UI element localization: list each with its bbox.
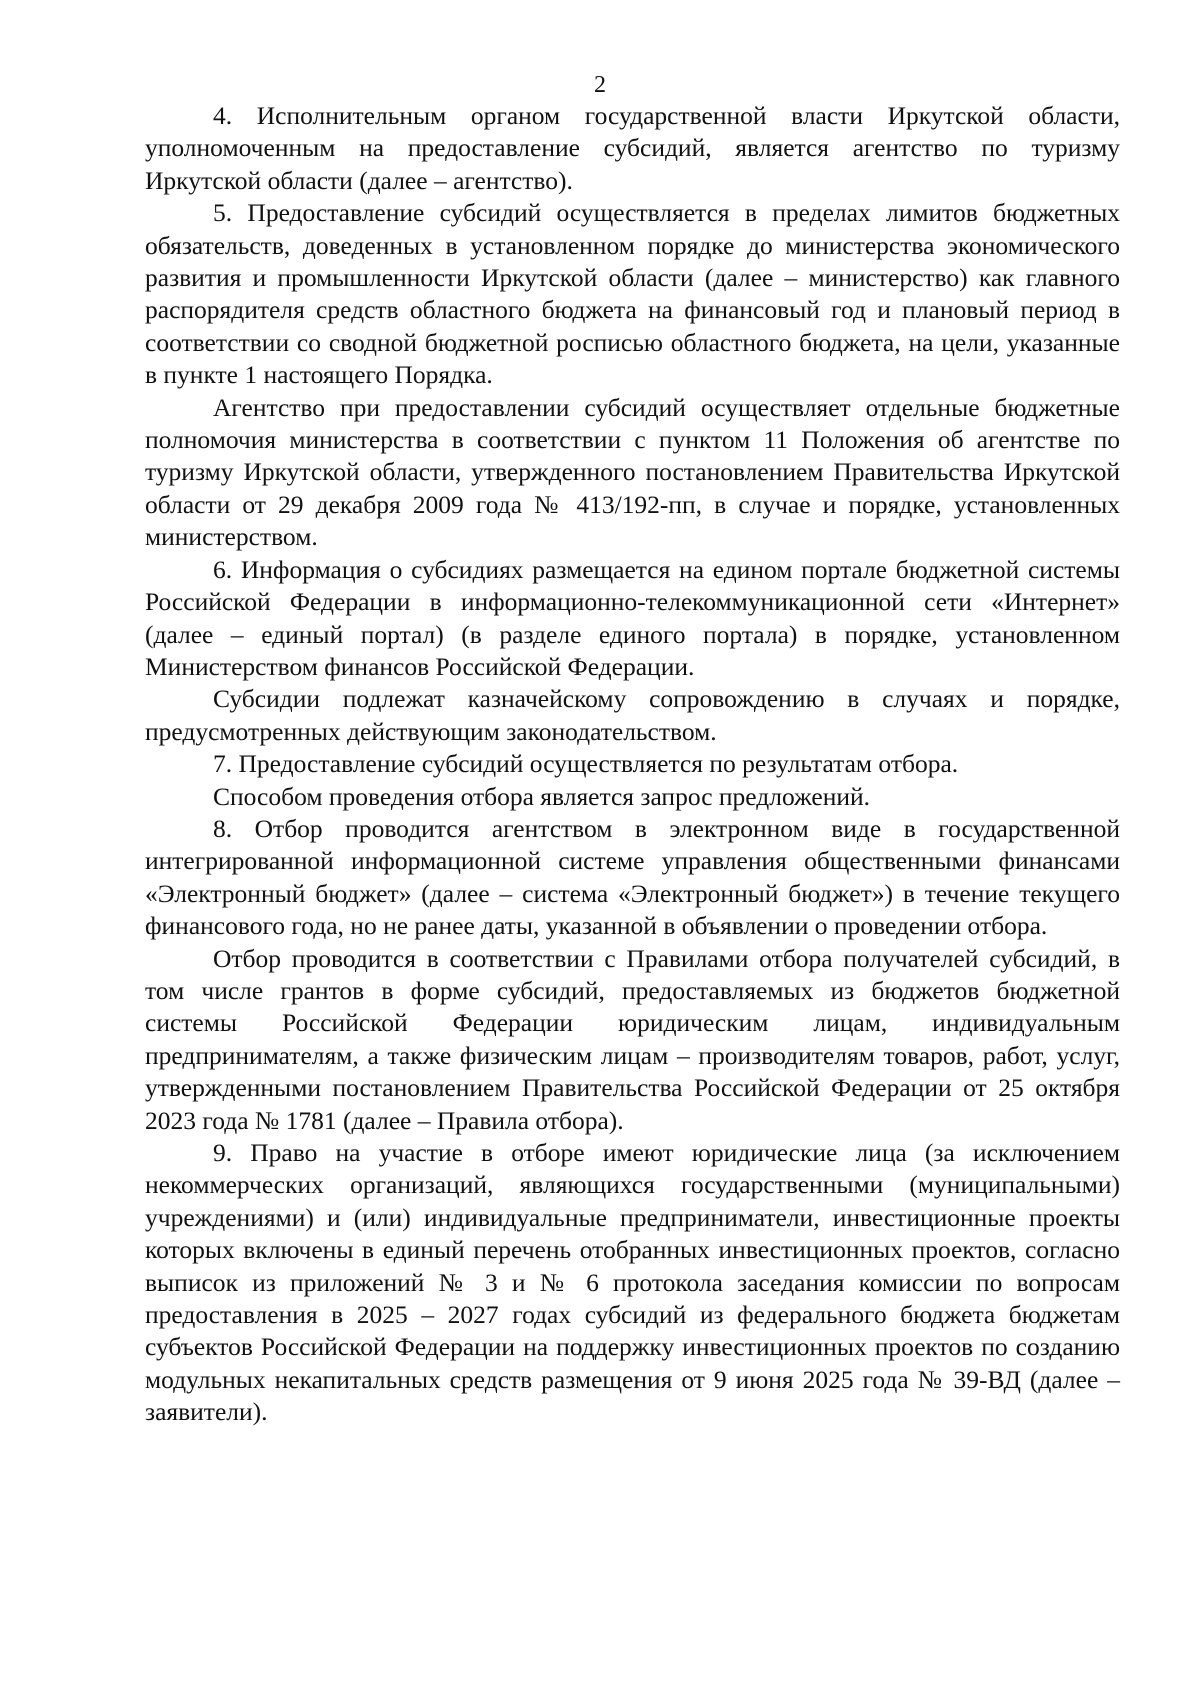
paragraph-selection-method: Способом проведения отбора является запрос предложений. <box>213 781 871 811</box>
paragraph-clause-9: 9. Право на участие в отборе имеют юридические лица (за исключением некоммерческих организаций, являющихся государственными (муниципальными) учреждениями) и (или) индивидуальные предприниматели, инвестиционные проекты которых включены в единый перечень отобранных инвестиционных проектов, согласно выписок из приложений № 3 и № 6 протокола заседания комиссии по вопросам предоставления в 2025 – 2027 годах субсидий из федерального бюджета бюджетам субъектов Российской Федерации на поддержку инвестиционных проектов по созданию модульных некапитальных средств размещения от 9 июня 2025 года № 39-ВД (далее – заявители). <box>145 1138 1120 1427</box>
paragraph-clause-6: 6. Информация о субсидиях размещается на едином портале бюджетной системы Российской Федерации в информационно-телекоммуникационной сети «Интернет» (далее – единый портал) (в разделе единого портала) в порядке, установленном Министерством финансов Российской Федерации. <box>145 554 1120 681</box>
paragraph-clause-5: 5. Предоставление субсидий осуществляется в пределах лимитов бюджетных обязательств, доведенных в установленном порядке до министерства экономического развития и промышленности Иркутской области (далее – министерство) как главного распорядителя средств областного бюджета на финансовый год и плановый период в соответствии со сводной бюджетной росписью областного бюджета, на цели, указанные в пункте 1 настоящего Порядка. <box>145 198 1120 390</box>
paragraph-clause-7: 7. Предоставление субсидий осуществляется по результатам отбора. <box>213 749 959 779</box>
paragraph-clause-8: 8. Отбор проводится агентством в электронном виде в государственной интегрированной информационной системе управления общественными финансами «Электронный бюджет» (далее – система «Электронный бюджет») в течение текущего финансового года, но не ранее даты, указанной в объявлении о проведении отбора. <box>145 813 1120 941</box>
paragraph-agency-powers: Агентство при предоставлении субсидий осуществляет отдельные бюджетные полномочия министерства в соответствии с пунктом 11 Положения об агентстве по туризму Иркутской области, утвержденного постановлением Правительства Иркутской области от 29 декабря 2009 года № 413/192-пп, в случае и порядке, установленных министерством. <box>145 392 1120 552</box>
paragraph-selection-rules: Отбор проводится в соответствии с Правилами отбора получателей субсидий, в том числе грантов в форме субсидий, предоставляемых из бюджетов бюджетной системы Российской Федерации юридическим лицам, индивидуальным предпринимателям, а также физическим лицам – производителям товаров, работ, услуг, утвержденными постановлением Правительства Российской Федерации от 25 октября 2023 года № 1781 (далее – Правила отбора). <box>145 943 1120 1135</box>
page-number: 2 <box>594 72 606 98</box>
document-body <box>145 100 1120 1429</box>
paragraph-clause-4: 4. Исполнительным органом государственной власти Иркутской области, уполномоченным на предоставление субсидий, является агентство по туризму Иркутской области (далее – агентство). <box>145 101 1120 195</box>
paragraph-treasury-support: Субсидии подлежат казначейскому сопровождению в случаях и порядке, предусмотренных действующим законодательством. <box>145 684 1120 746</box>
